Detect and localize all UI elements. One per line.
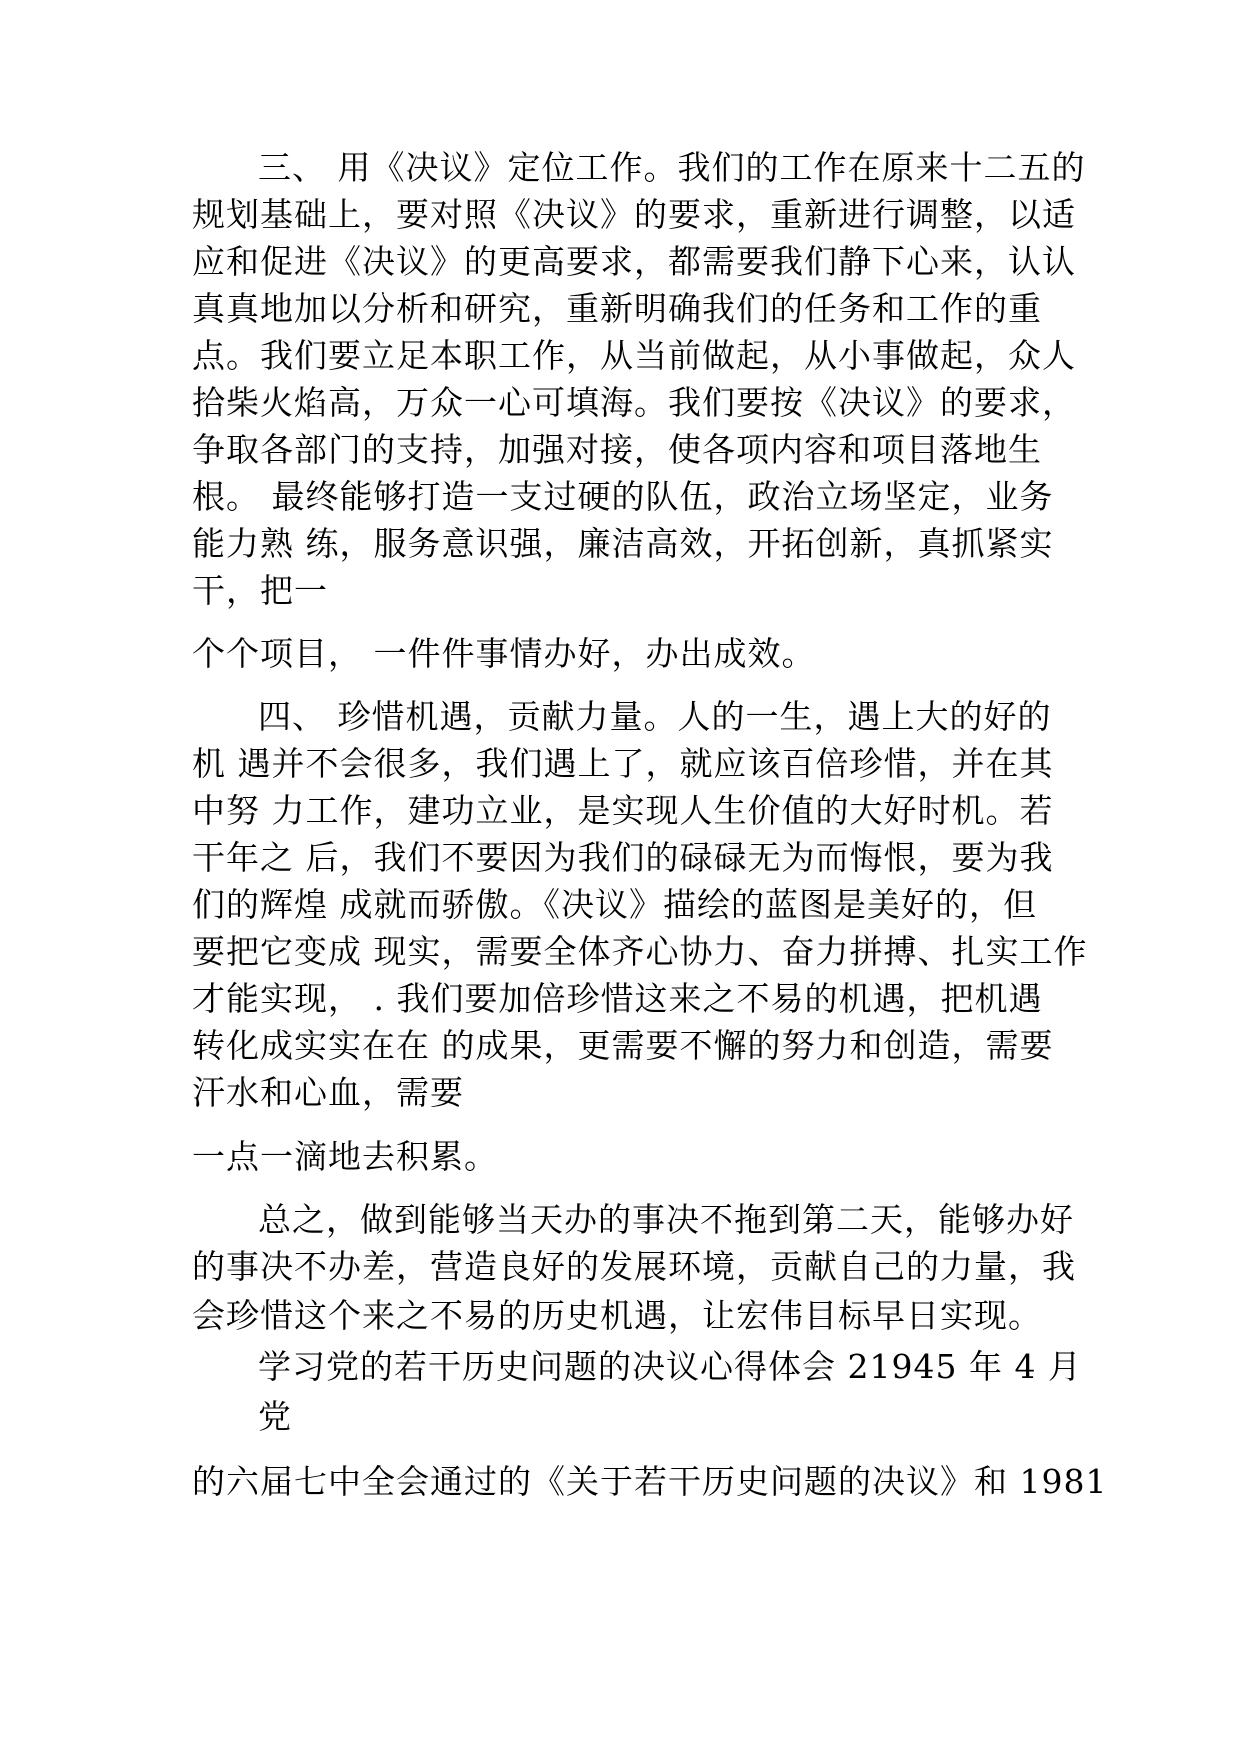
paragraph-line: 们的辉煌 成就而骄傲。《决议》描绘的蓝图是美好的，但 — [192, 885, 1037, 924]
paragraph-line: 拾柴火焰高，万众一心可填海。我们要按《决议》的要求， — [192, 383, 1076, 422]
paragraph-line: 要把它变成 现实，需要全体齐心协力、奋力拼搏、扎实工作 — [192, 932, 1088, 971]
paragraph-line: 中努 力工作，建功立业，是实现人生价值的大好时机。若 — [192, 791, 1054, 830]
paragraph-line: 个个项目， 一件件事情办好，办出成效。 — [192, 634, 816, 673]
paragraph-line: 汗水和心血，需要 — [192, 1073, 464, 1112]
paragraph-line: 规划基础上，要对照《决议》的要求，重新进行调整，以适 — [192, 195, 1076, 234]
paragraph-line: 一点一滴地去积累。 — [192, 1137, 498, 1176]
paragraph-line: 点。我们要立足本职工作，从当前做起，从小事做起，众人 — [192, 336, 1076, 375]
paragraph-line: 应和促进《决议》的更高要求，都需要我们静下心来，认认 — [192, 242, 1076, 281]
paragraph-line: 会珍惜这个来之不易的历史机遇，让宏伟目标早日实现。 — [192, 1296, 1042, 1335]
section-3-heading-line: 三、 用《决议》定位工作。我们的工作在原来十二五的 — [258, 148, 1086, 187]
paragraph-line: 真真地加以分析和研究，重新明确我们的任务和工作的重 — [192, 289, 1042, 328]
paragraph-line: 的六届七中全会通过的《关于若干历史问题的决议》和 1981 — [192, 1462, 1108, 1501]
paragraph-line: 干，把一 — [192, 571, 328, 610]
paragraph-line: 干年之 后，我们不要因为我们的碌碌无为而悔恨，要为我 — [192, 838, 1054, 877]
article-title-line: 学习党的若干历史问题的决议心得体会 21945 年 4 月 — [258, 1347, 1082, 1386]
paragraph-line: 才能实现， . 我们要加倍珍惜这来之不易的机遇，把机遇 — [192, 979, 1043, 1018]
paragraph-line: 能力熟 练，服务意识强，廉洁高效，开拓创新，真抓紧实 — [192, 524, 1054, 563]
section-4-heading-line: 四、 珍惜机遇，贡献力量。人的一生，遇上大的好的 — [258, 697, 1052, 736]
article-title-line: 党 — [258, 1397, 292, 1436]
paragraph-line: 的事决不办差，营造良好的发展环境，贡献自己的力量，我 — [192, 1247, 1076, 1286]
paragraph-line: 根。 最终能够打造一支过硬的队伍，政治立场坚定，业务 — [192, 477, 1054, 516]
conclusion-line: 总之，做到能够当天办的事决不拖到第二天，能够办好 — [258, 1200, 1074, 1239]
paragraph-line: 争取各部门的支持，加强对接，使各项内容和项目落地生 — [192, 430, 1042, 469]
paragraph-line: 转化成实实在在 的成果，更需要不懈的努力和创造，需要 — [192, 1026, 1054, 1065]
paragraph-line: 机 遇并不会很多，我们遇上了，就应该百倍珍惜，并在其 — [192, 744, 1054, 783]
